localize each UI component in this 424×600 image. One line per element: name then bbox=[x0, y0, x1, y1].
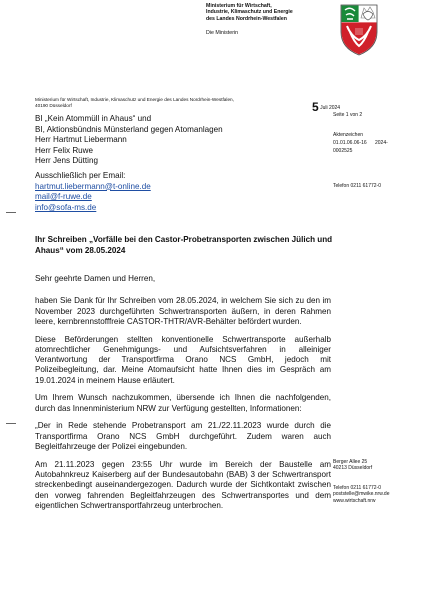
fold-mark bbox=[6, 212, 16, 213]
date-block bbox=[312, 102, 362, 119]
email-link[interactable]: info@sofa-ms.de bbox=[35, 202, 97, 212]
recipient-block bbox=[35, 114, 223, 167]
reference-value: 01.01.06.06-16 2024- bbox=[333, 140, 388, 146]
address-line: Berger Allee 25 bbox=[333, 459, 368, 465]
address-line: 40213 Düsseldorf bbox=[333, 465, 373, 472]
minister-label: Die Ministerin bbox=[206, 30, 239, 36]
ministry-line: Ministerium für Wirtschaft, bbox=[206, 3, 272, 9]
body-paragraph: Am 21.11.2023 gegen 23:55 Uhr wurde im Bereich der Baustelle am Autobahnkreuz Kaiserberg auf der Bundesautobahn (BAB) 3 der Schwertransport streckenbedingt auseinandergezogen. Dadurch wurde der Sichtkontakt zwischen den vorweg fahrenden Begleitfahrzeugen des Schwertransportes und dem eigentlichen Schwertransportfahrzeug unterbrochen. bbox=[35, 459, 331, 510]
date-day: 5 bbox=[312, 100, 319, 114]
recipient-line: BI „Kein Atommüll in Ahaus“ und bbox=[35, 114, 152, 123]
delivery-block bbox=[35, 171, 151, 213]
body-paragraph: Um Ihrem Wunsch nachzukommen, übersende ich Ihnen die nachfolgenden, durch das Innenministerium NRW zur Verfügung gestellten, Informationen: bbox=[35, 393, 331, 413]
contact-email[interactable]: poststelle@mwike.nrw.de bbox=[333, 491, 390, 498]
letter-body bbox=[35, 274, 331, 519]
body-paragraph: haben Sie Dank für Ihr Schreiben vom 28.05.2024, in welchem Sie sich zu den im November 2023 durchgeführten Schwertransporten äußern, in deren Rahmen leere, kernbrennstofffreie CASTOR-THTR/AVR-Behälter befördert wurden. bbox=[35, 296, 331, 326]
fold-mark bbox=[6, 423, 16, 424]
contact-website[interactable]: www.wirtschaft.nrw bbox=[333, 497, 376, 504]
greeting: Sehr geehrte Damen und Herren, bbox=[35, 274, 156, 283]
delivery-label: Ausschließlich per Email: bbox=[35, 171, 126, 180]
body-paragraph: „Der in Rede stehende Probetransport am 21./22.11.2023 wurde durch die Transportfirma Orano NCS GmbH durchgeführt. Zudem waren auch Begleitfahrzeuge der Polizei eingebunden. bbox=[35, 421, 331, 452]
email-link[interactable]: mail@f-ruwe.de bbox=[35, 192, 92, 202]
body-paragraph: Diese Beförderungen stellten konventionelle Schwertransporte außerhalb atomrechtlicher Genehmigungs- und Aufsichtsverfahren in alleiniger Verantwortung der Transportfirma Orano NCS GmbH, jedoch mit Polizeibegleitung, dar. Meine Atomaufsicht hatte Ihnen dies im Gespräch am 19.01.2024 in meinem Hause erläutert. bbox=[35, 334, 331, 385]
recipient-line: Herr Jens Dütting bbox=[35, 156, 98, 166]
ministry-line: des Landes Nordrhein-Westfalen bbox=[206, 15, 287, 22]
recipient-line: BI, Aktionsbündnis Münsterland gegen Atomanlagen bbox=[35, 124, 223, 134]
ministry-line: Industrie, Klimaschutz und Energie bbox=[206, 9, 293, 16]
recipient-line: Herr Hartmut Liebermann bbox=[35, 135, 127, 145]
reference-label: Aktenzeichen bbox=[333, 132, 364, 138]
contact-phone: Telefon 0211 61772-0 bbox=[333, 485, 382, 491]
recipient-line: Herr Felix Ruwe bbox=[35, 145, 94, 155]
date-month-year: Juli 2024 bbox=[320, 105, 341, 111]
sender-return-address: Ministerium für Wirtschaft, Industrie, Klimaschutz und Energie des Landes Nordrhein-Westfalen, 40190 Düsseldorf bbox=[35, 97, 234, 108]
email-link[interactable]: hartmut.liebermann@t-online.de bbox=[35, 181, 151, 191]
contact-block bbox=[333, 485, 413, 504]
phone-number: Telefon 0211 61772-0 bbox=[333, 183, 382, 189]
nrw-coat-of-arms-icon bbox=[338, 2, 380, 58]
reference-block bbox=[333, 131, 403, 155]
page-indicator: Seite 1 von 2 bbox=[333, 112, 363, 118]
subject-line: Ihr Schreiben „Vorfälle bei den Castor-Probetransporten zwischen Jülich und Ahaus“ vom 28.05.2024 bbox=[35, 235, 333, 255]
ministry-name bbox=[206, 3, 326, 22]
reference-value-cont: 0002525 bbox=[333, 148, 353, 154]
postal-address bbox=[333, 459, 413, 472]
